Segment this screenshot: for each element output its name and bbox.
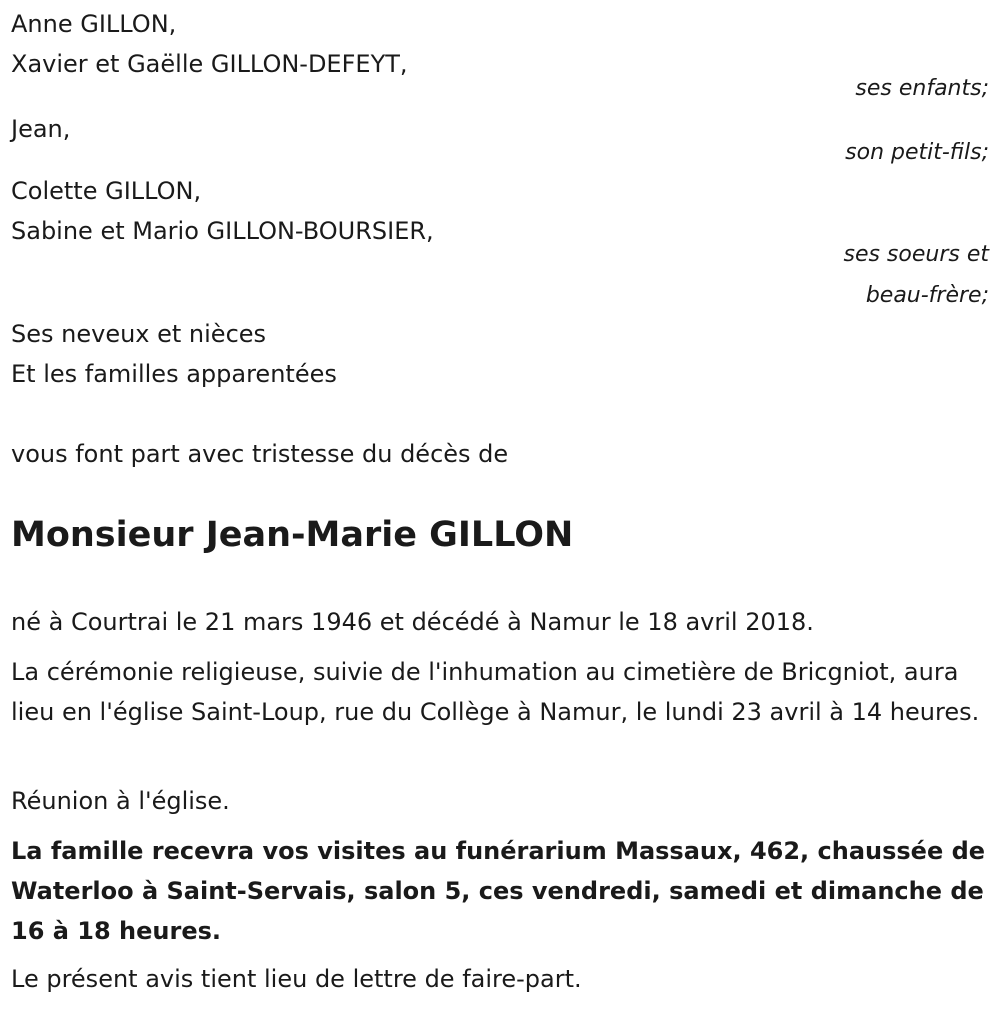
others-line-1: Ses neveux et nièces xyxy=(11,320,267,348)
ceremony-paragraph: La cérémonie religieuse, suivie de l'inhumation au cimetière de Bricgniot, aura lieu en l'église Saint-Loup, rue du Collège à Namur, le lundi 23 avril à 14 heures. xyxy=(11,658,980,726)
visits-paragraph: La famille recevra vos visites au funérarium Massaux, 462, chaussée de Waterloo à Saint-Servais, salon 5, ces vendredi, samedi et dimanche de 16 à 18 heures. xyxy=(11,837,986,945)
sisters-role-line-1: ses soeurs et xyxy=(843,242,989,267)
grandson-role: son petit-fils; xyxy=(845,140,989,165)
children-line-1: Anne GILLON, xyxy=(11,10,177,38)
meeting-line: Réunion à l'église. xyxy=(11,787,230,815)
children-role: ses enfants; xyxy=(855,76,989,101)
sisters-line-1: Colette GILLON, xyxy=(11,177,202,205)
children-line-2: Xavier et Gaëlle GILLON-DEFEYT, xyxy=(11,50,408,78)
others-line-2: Et les familles apparentées xyxy=(11,360,337,388)
sisters-role-line-2: beau-frère; xyxy=(865,283,989,308)
birth-death-line: né à Courtrai le 21 mars 1946 et décédé à Namur le 18 avril 2018. xyxy=(11,608,814,636)
grandson-line: Jean, xyxy=(11,115,71,143)
deceased-name: Monsieur Jean-Marie GILLON xyxy=(11,515,574,555)
closing-line: Le présent avis tient lieu de lettre de faire-part. xyxy=(11,965,582,993)
sisters-line-2: Sabine et Mario GILLON-BOURSIER, xyxy=(11,217,434,245)
announcement: vous font part avec tristesse du décès de xyxy=(11,440,509,468)
